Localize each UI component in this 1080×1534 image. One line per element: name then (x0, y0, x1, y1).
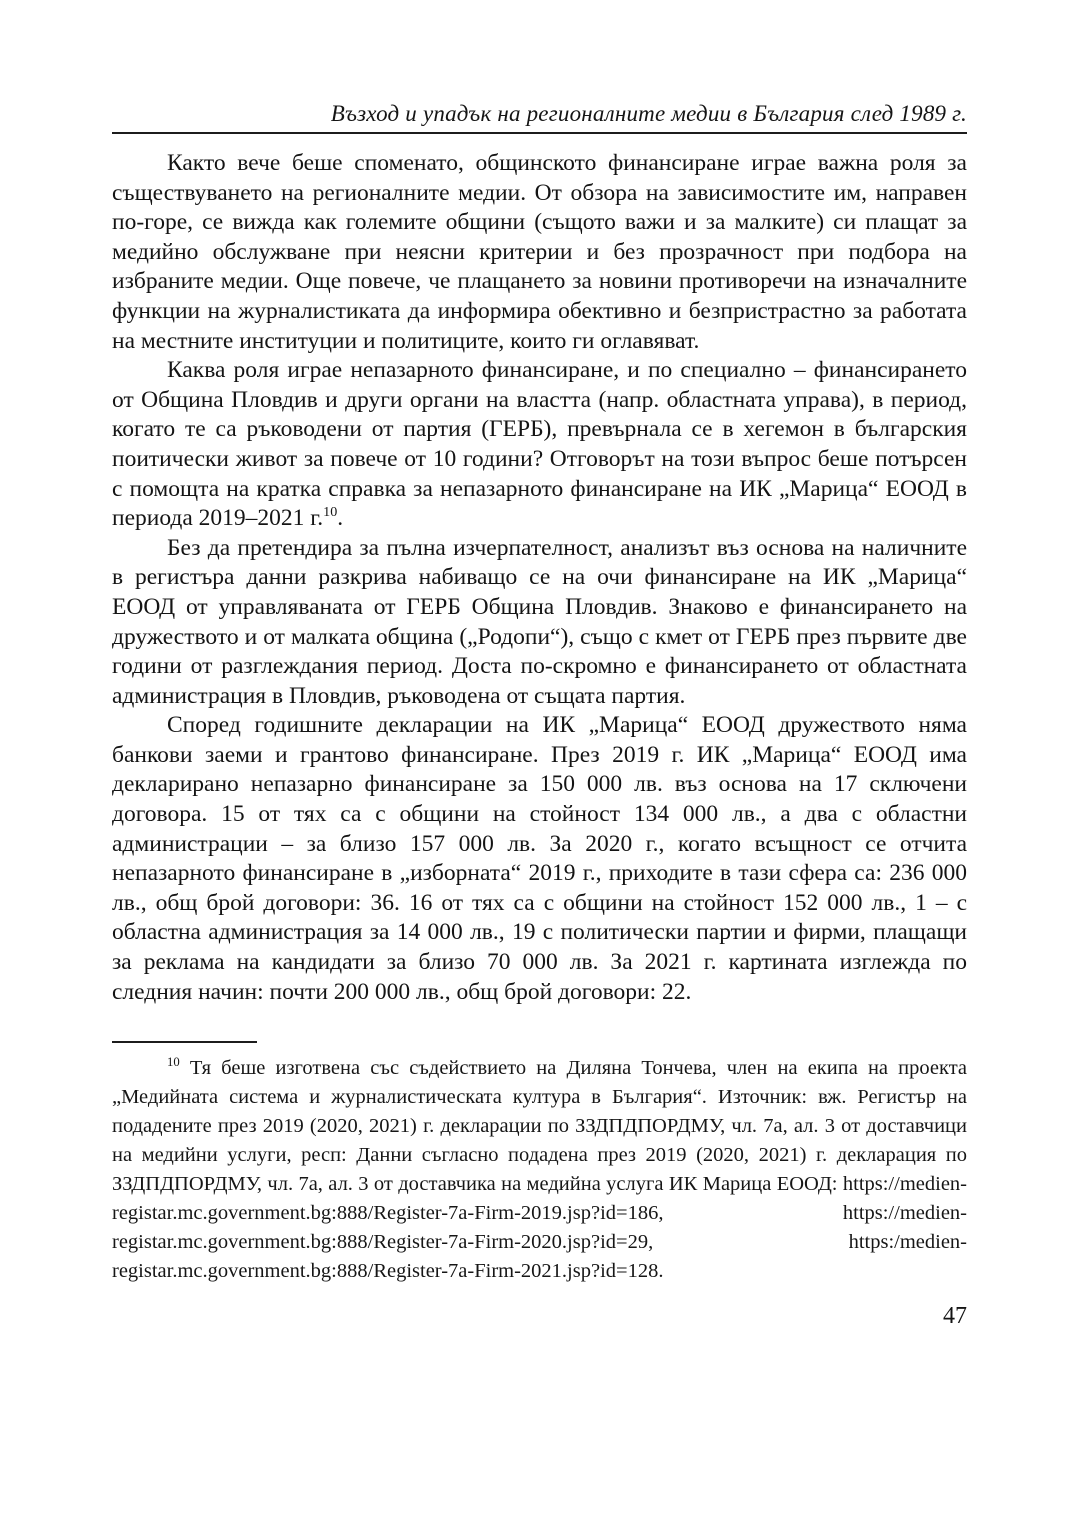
paragraph-4: Според годишните декларации на ИК „Марица“ ЕООД дружеството няма банкови заеми и грантово финансиране. През 2019 г. ИК „Марица“ ЕООД има декларирано непазарно финансиране за 150 000 лв. въз основа на 17 сключени договора. 15 от тях са с общини на стойност 134 000 лв., а два с областни администрации – за близо 157 000 лв. За 2020 г., когато всъщност се отчита непазарното финансиране в „изборната“ 2019 г., приходите в тази сфера са: 236 000 лв., общ брой договори: 36. 16 от тях са с общини на стойност 152 000 лв., 1 – с областна администрация за 14 000 лв., 19 с политически партии и фирми, плащащи за реклама на кандидати за близо 70 000 лв. За 2021 г. картината изглежда по следния начин: почти 200 000 лв., общ брой договори: 22. (112, 712, 967, 1005)
footnote-10 (112, 1054, 967, 1286)
paragraph-2-text: Каква роля играе непазарното финансиране, и по специално – финансирането от Община Пловдив и други органи на властта (напр. областната управа), в период, когато те са ръководени от партия (ГЕРБ), превърнала се в хегемон в българския поитически живот за повече от 10 години? Отговорът на този въпрос беше потърсен с помощта на кратка справка за непазарното финансиране на ИК „Марица“ ЕООД в периода 2019–2021 г. (112, 357, 967, 532)
body-text (112, 149, 967, 1007)
footnote-separator-rule (112, 1041, 257, 1043)
footnote-marker: 10 (167, 1055, 180, 1070)
page-number: 47 (943, 1303, 967, 1330)
header-rule (112, 132, 967, 134)
footnote-text: Тя беше изготвена със съдействието на Диляна Тончева, член на екипа на проекта „Медийната система и журналистическата култура в България“. Източник: вж. Регистър на подадените през 2019 (2020, 2021) г. декларации по ЗЗДПДПОРДМУ, чл. 7а, ал. 3 от доставчици на медийни услуги, респ: Данни съгласно подадена през 2019 (2020, 2021) г. декларация по ЗЗДПДПОРДМУ, чл. 7а, ал. 3 от доставчика на медийна услуга ИК Марица ЕООД: https://medien-registar.mc.government.bg:888/Register-7a-Firm-2019.jsp?id=186, https://medien-registar.mc.government.bg:888/Register-7a-Firm-2020.jsp?id=29, https:/medien-registar.mc.government.bg:888/Register-7a-Firm-2021.jsp?id=128. (112, 1057, 967, 1283)
paragraph-2 (112, 356, 967, 534)
running-title: Възход и упадък на регионалните медии в България след 1989 г. (330, 101, 967, 126)
paragraph-2-text-after: . (337, 505, 344, 532)
page-footer (112, 1041, 967, 1330)
paragraph-1: Както вече беше споменато, общинското финансиране играе важна роля за съществуването на регионалните медии. От обзора на зависимостите им, направен по-горе, се вижда как големите общини (същото важи и за малките) си плащат за медийно обслужване при неясни критерии и без прозрачност при подбора на избраните медии. Още повече, че плащането за новини противоречи на изначалните функции на журналистиката да информира обективно и безпристрастно за работата на местните институции и политиците, които ги оглавяват. (112, 150, 967, 354)
paragraph-3: Без да претендира за пълна изчерпателност, анализът въз основа на наличните в регистъра данни разкрива набиващо се на очи финансиране на ИК „Марица“ ЕООД от управляваната от ГЕРБ Община Пловдив. Знаково е финансирането на дружеството и от малката община („Родопи“), също с кмет от ГЕРБ през първите две години от разглеждания период. Доста по-скромно е финансирането от областната администрация в Пловдив, ръководена от същата партия. (112, 534, 967, 709)
footnote-reference-10: 10 (323, 504, 338, 521)
page-header (112, 100, 967, 134)
